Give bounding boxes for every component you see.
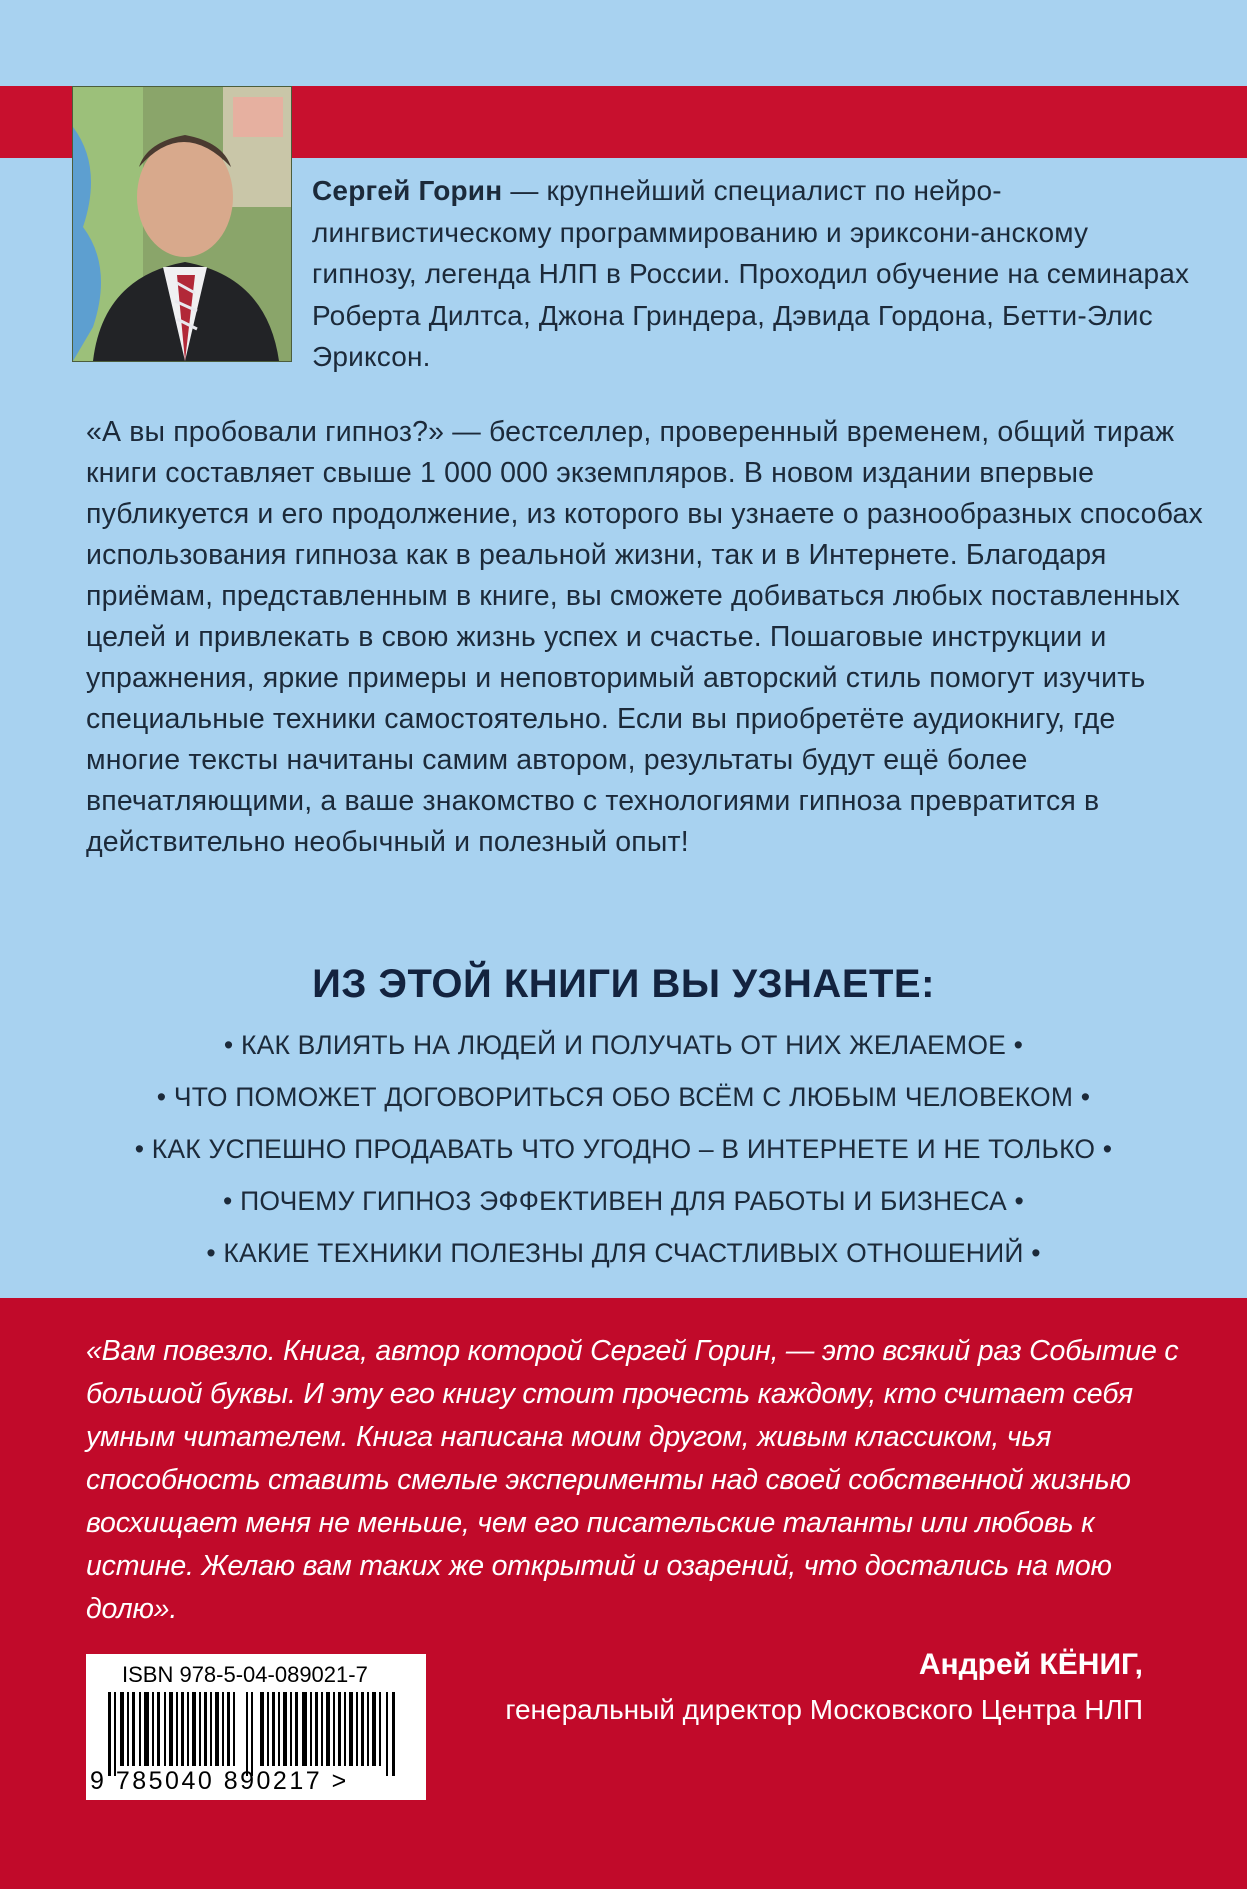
learn-item: • ПОЧЕМУ ГИПНОЗ ЭФФЕКТИВЕН ДЛЯ РАБОТЫ И БИЗНЕСА • — [223, 1186, 1024, 1216]
isbn-barcode — [86, 1654, 426, 1800]
quote-author-role: генеральный директор Московского Центра НЛП — [505, 1694, 1143, 1725]
isbn-number: ISBN 978-5-04-089021-7 — [122, 1662, 368, 1687]
author-photo — [72, 86, 292, 362]
barcode-digits: 9 785040 890217 > — [90, 1767, 349, 1795]
learn-item: • КАК ВЛИЯТЬ НА ЛЮДЕЙ И ПОЛУЧАТЬ ОТ НИХ ЖЕЛАЕМОЕ • — [223, 1030, 1024, 1060]
author-bio-text: — крупнейший специалист по нейро-лингвистическому программированию и эриксони-анскому гипнозу, легенда НЛП в России. Проходил обучение на семинарах Роберта Дилтса, Джона Гриндера, Дэвида Гордона, Бетти-Элис Эриксон. — [312, 175, 1190, 372]
learn-heading: ИЗ ЭТОЙ КНИГИ ВЫ УЗНАЕТЕ: — [312, 962, 935, 1006]
author-portrait-illustration — [73, 87, 291, 361]
author-bio — [312, 170, 1192, 378]
learn-item: • КАКИЕ ТЕХНИКИ ПОЛЕЗНЫ ДЛЯ СЧАСТЛИВЫХ ОТНОШЕНИЙ • — [206, 1238, 1041, 1268]
learn-list — [0, 1024, 1247, 1284]
learn-item: • ЧТО ПОМОЖЕТ ДОГОВОРИТЬСЯ ОБО ВСЁМ С ЛЮБЫМ ЧЕЛОВЕКОМ • — [156, 1082, 1091, 1112]
review-quote: «Вам повезло. Книга, автор которой Сергей Горин, — это всякий раз Событие с большой буквы. И эту его книгу стоит прочесть каждому, кто считает себя умным читателем. Книга написана моим другом, живым классиком, чья способность ставить смелые эксперименты над своей собственной жизнью восхищает меня не меньше, чем его писательские таланты или любовь к истине. Желаю вам таких же открытий и озарений, что достались на мою долю». — [86, 1335, 1179, 1625]
quote-author: Андрей КЁНИГ, — [918, 1648, 1143, 1681]
book-description: «А вы пробовали гипноз?» — бестселлер, проверенный временем, общий тираж книги составляет свыше 1 000 000 экземпляров. В новом издании впервые публикуется и его продолжение, из которого вы узнаете о разнообразных способах использования гипноза как в реальной жизни, так и в Интернете. Благодаря приёмам, представленным в книге, вы сможете добиваться любых поставленных целей и привлекать в свою жизнь успех и счастье. Пошаговые инструкции и упражнения, яркие примеры и неповторимый авторский стиль помогут изучить специальные техники самостоятельно. Если вы приобретёте аудиокнигу, где многие тексты начитаны самим автором, результаты будут ещё более впечатляющими, а ваше знакомство с технологиями гипноза превратится в действительно необычный и полезный опыт! — [86, 416, 1203, 858]
author-name: Сергей Горин — [312, 175, 503, 206]
learn-item: • КАК УСПЕШНО ПРОДАВАТЬ ЧТО УГОДНО – В ИНТЕРНЕТЕ И НЕ ТОЛЬКО • — [134, 1134, 1113, 1164]
